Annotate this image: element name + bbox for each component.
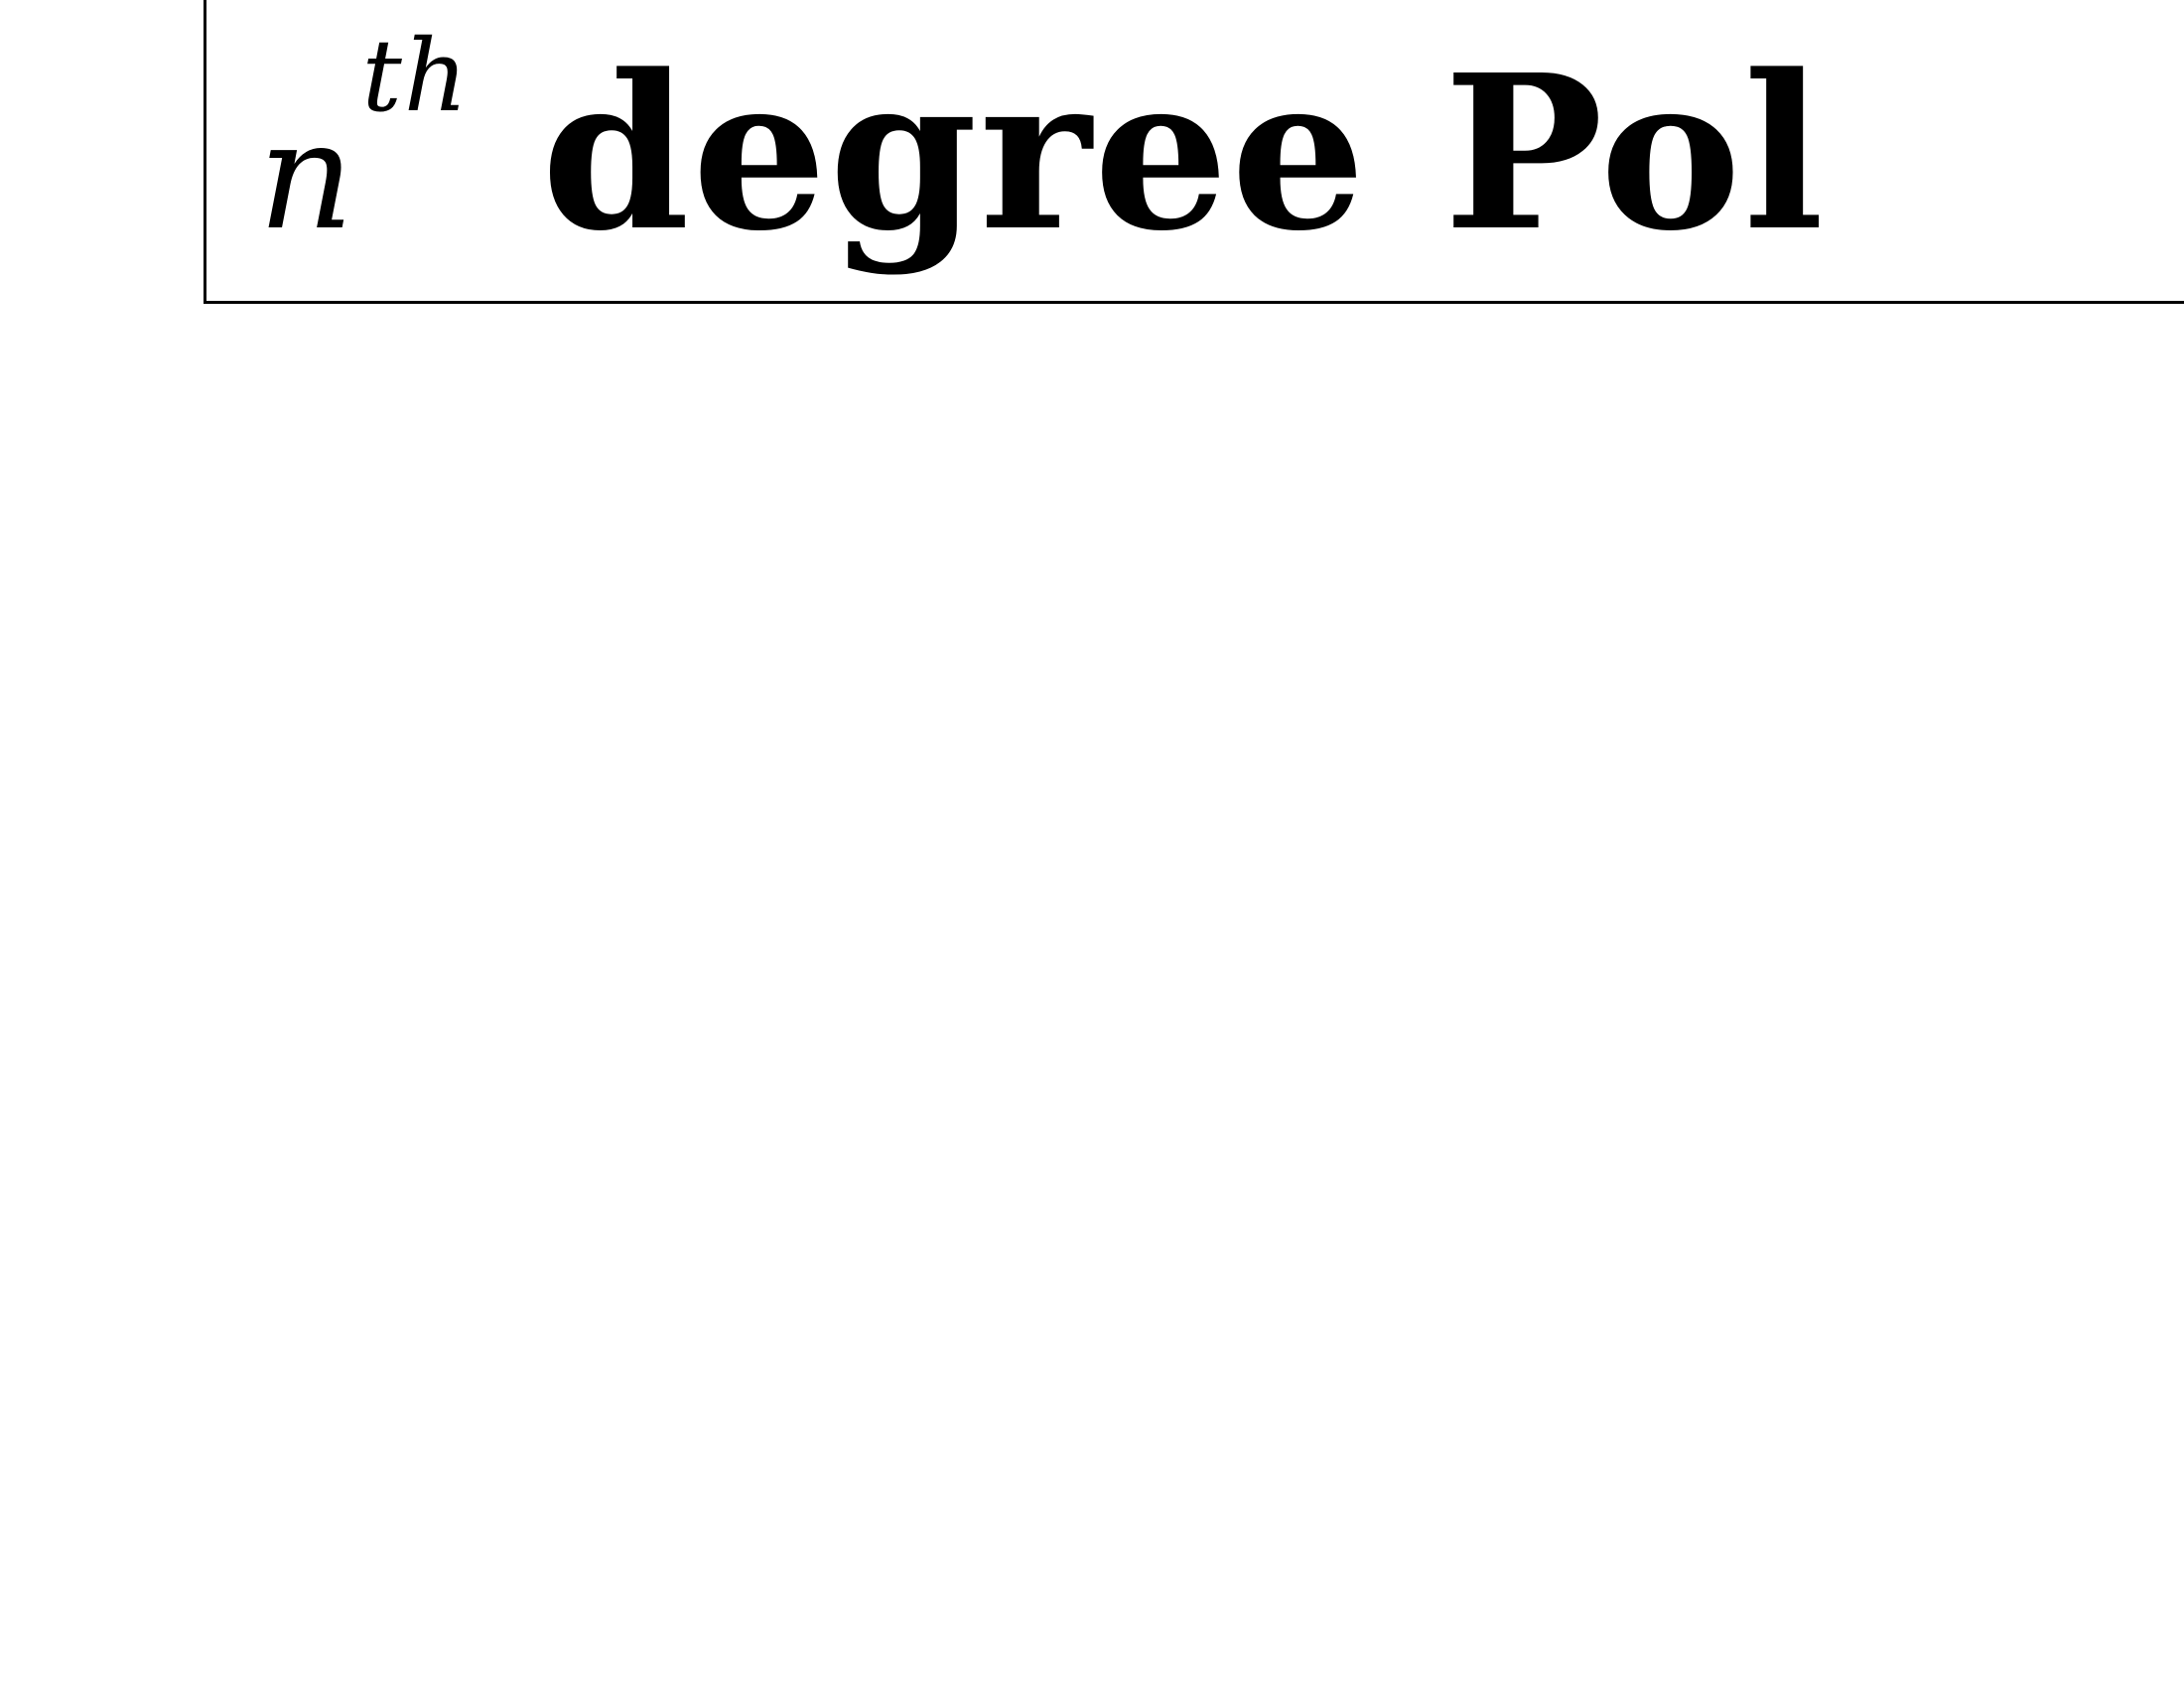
superscript-th: th: [361, 18, 471, 134]
title-box: [204, 0, 2184, 304]
math-symbol-n: n: [258, 90, 354, 263]
title-line: [258, 18, 1827, 278]
title-text: degree Pol: [541, 29, 1827, 278]
